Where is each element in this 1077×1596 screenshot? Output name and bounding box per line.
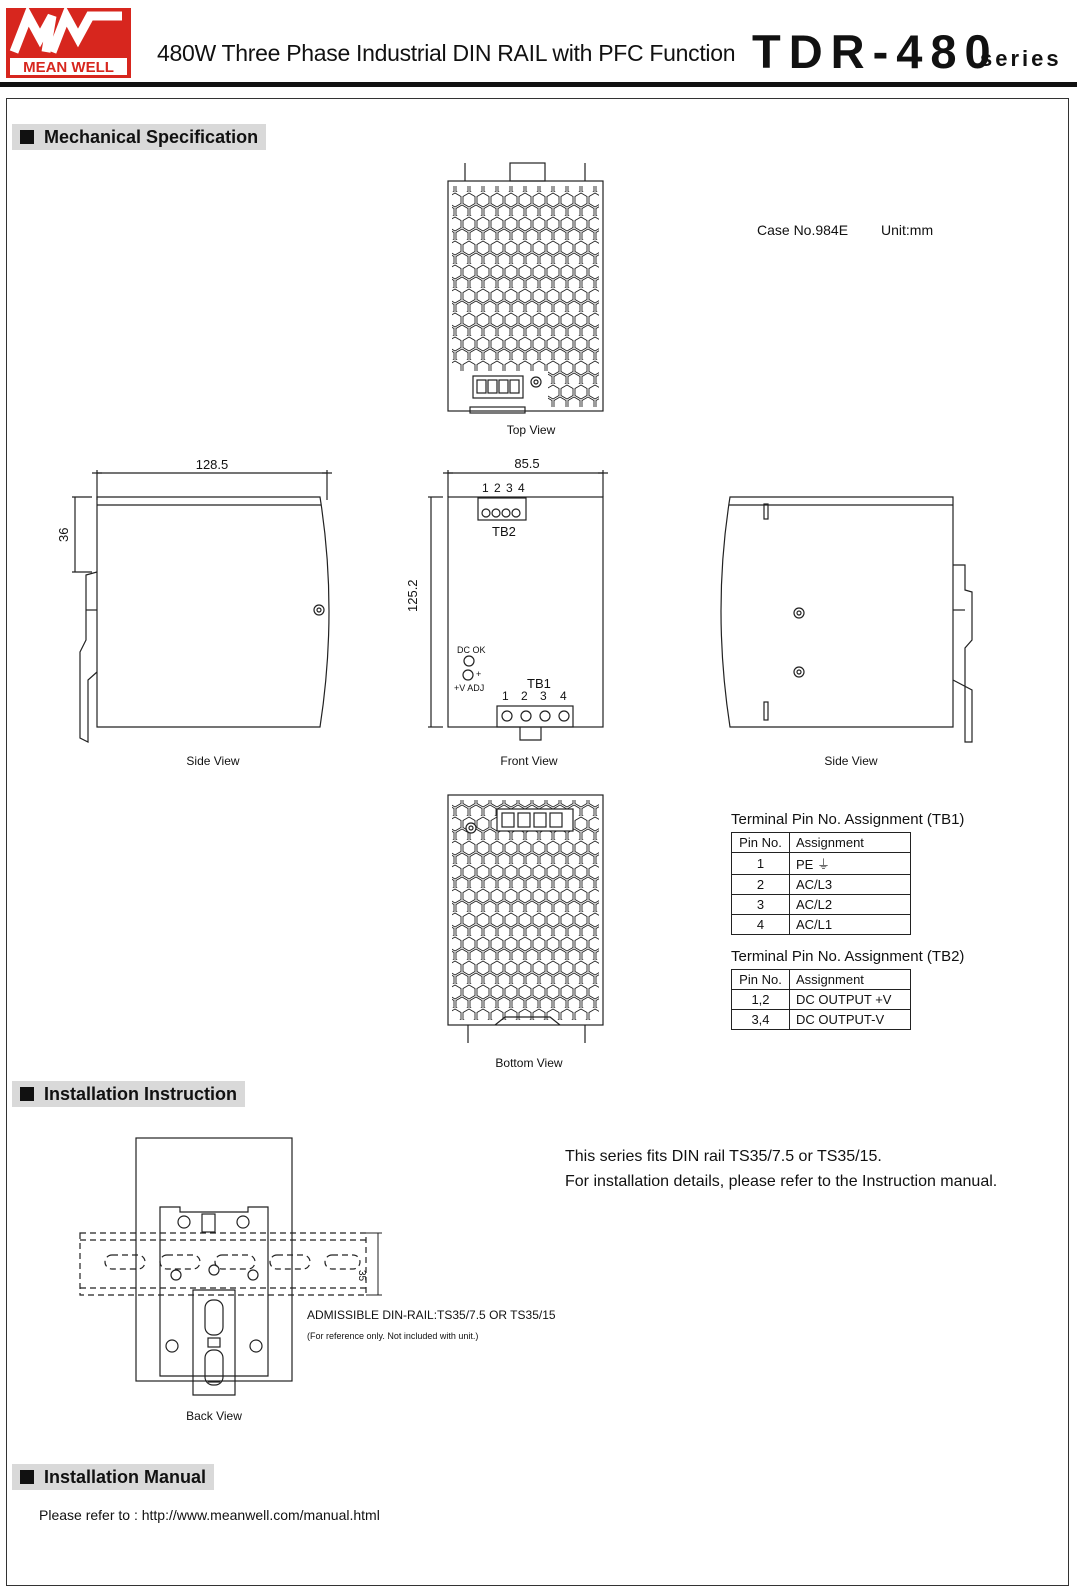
- tb2-caption: Terminal Pin No. Assignment (TB2): [731, 948, 965, 965]
- assignment-cell: DC OUTPUT-V: [790, 1010, 911, 1030]
- case-number: Case No.984E: [757, 222, 849, 238]
- assignment-cell: DC OUTPUT +V: [790, 990, 911, 1010]
- pin-cell: 1: [732, 853, 790, 875]
- assignment-cell: AC/L3: [790, 875, 911, 895]
- right-side-view-drawing: [721, 497, 972, 742]
- assignment-header: Assignment: [790, 833, 911, 853]
- table-header-row: [732, 833, 911, 853]
- section-mechanical-title: Mechanical Specification: [44, 127, 259, 147]
- plus-marker: +: [476, 669, 482, 679]
- series-label: series: [980, 46, 1062, 71]
- pin-cell: 4: [732, 915, 790, 935]
- unit-label: Unit:mm: [881, 222, 934, 238]
- rail-offset-dimension: 36: [56, 527, 71, 542]
- bottom-view-drawing: [448, 795, 603, 1043]
- din-rail-note: (For reference only. Not included with unit.): [307, 1331, 479, 1341]
- table-row: [732, 853, 911, 875]
- tb1-caption: Terminal Pin No. Assignment (TB1): [731, 811, 965, 828]
- bottom-view-label: Bottom View: [495, 1056, 563, 1070]
- assignment-header: Assignment: [790, 970, 911, 990]
- table-row: [732, 895, 911, 915]
- right-side-view-label: Side View: [824, 754, 878, 768]
- section-manual-title: Installation Manual: [44, 1467, 207, 1487]
- width-dimension: 85.5: [514, 456, 540, 471]
- tb1-pin-4: 4: [560, 689, 567, 703]
- top-view-label: Top View: [506, 423, 556, 437]
- model-name: TDR-480: [752, 25, 999, 78]
- section-installation-title: Installation Instruction: [44, 1084, 238, 1104]
- assignment-cell: AC/L1: [790, 915, 911, 935]
- manual-link-text[interactable]: Please refer to : http://www.meanwell.com/manual.html: [39, 1507, 380, 1523]
- page-title: 480W Three Phase Industrial DIN RAIL with PFC Function: [157, 40, 736, 66]
- back-view-drawing: [136, 1138, 292, 1395]
- tb2-label: TB2: [492, 524, 516, 539]
- din-rail-drawing: [80, 1233, 366, 1295]
- install-line-1: This series fits DIN rail TS35/7.5 or TS35/15.: [565, 1148, 882, 1165]
- pin-cell: 1,2: [732, 990, 790, 1010]
- assignment-cell: AC/L2: [790, 895, 911, 915]
- dc-ok-label: DC OK: [457, 645, 486, 655]
- height-dimension: 125.2: [405, 579, 420, 612]
- tb1-label: TB1: [527, 676, 551, 691]
- install-line-2: For installation details, please refer to the Instruction manual.: [565, 1173, 998, 1190]
- assignment-cell: PE ⏚: [790, 853, 911, 875]
- tb2-table: [731, 969, 911, 1030]
- pin-header: Pin No.: [732, 833, 790, 853]
- pin-cell: 3,4: [732, 1010, 790, 1030]
- table-row: [732, 875, 911, 895]
- table-row: [732, 915, 911, 935]
- pin-header: Pin No.: [732, 970, 790, 990]
- table-row: [732, 990, 911, 1010]
- tb1-pin-2: 2: [521, 689, 528, 703]
- left-side-view-drawing: [72, 470, 332, 742]
- left-side-view-label: Side View: [186, 754, 240, 768]
- front-view-label: Front View: [500, 754, 558, 768]
- tb2-pin-numbers: 1 2 3 4: [482, 481, 526, 495]
- pin-cell: 3: [732, 895, 790, 915]
- top-view-drawing: [448, 163, 603, 413]
- din-rail-label: ADMISSIBLE DIN-RAIL:TS35/7.5 OR TS35/15: [307, 1308, 556, 1322]
- tb1-pin-3: 3: [540, 689, 547, 703]
- depth-dimension: 128.5: [195, 457, 229, 472]
- logo-text: MEAN WELL: [23, 59, 114, 76]
- back-view-label: Back View: [186, 1409, 242, 1423]
- v-adj-label: +V ADJ: [454, 683, 485, 693]
- tb1-pin-1: 1: [502, 689, 509, 703]
- pin-cell: 2: [732, 875, 790, 895]
- front-view-drawing: [428, 470, 608, 740]
- table-row: [732, 1010, 911, 1030]
- tb1-table: [731, 832, 911, 935]
- table-header-row: [732, 970, 911, 990]
- din-rail-dimension: 35: [356, 1270, 367, 1282]
